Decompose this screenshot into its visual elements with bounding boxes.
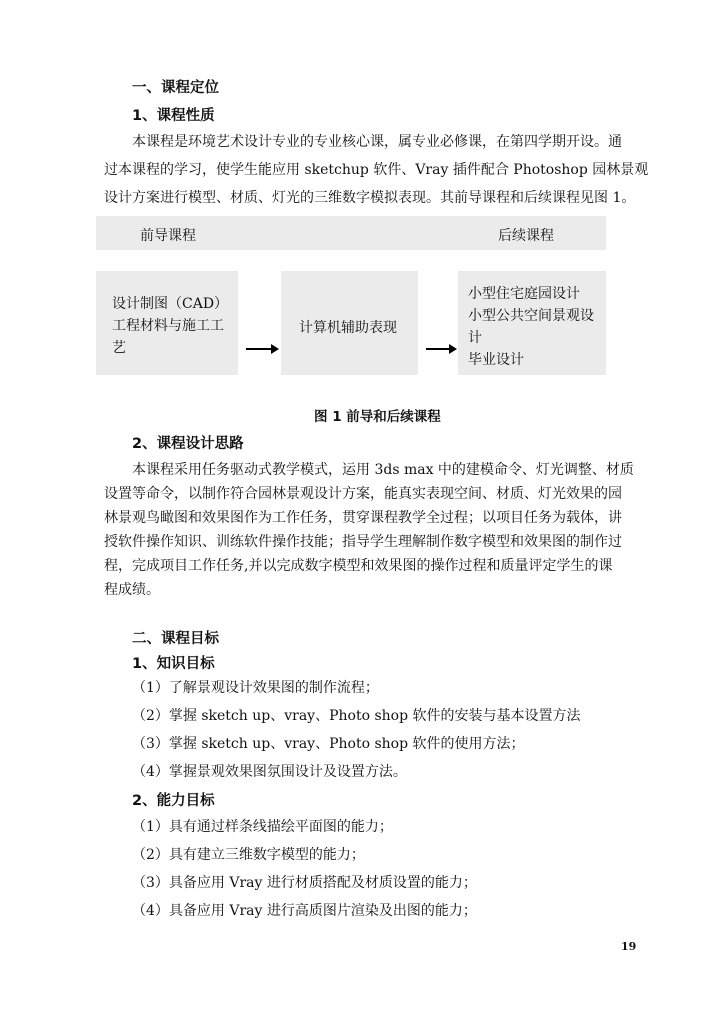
followup-box — [458, 271, 606, 375]
prerequisite-box — [96, 271, 238, 375]
arrow-right-icon — [246, 348, 272, 350]
paragraph-line: 过本课程的学习，使学生能应用 sketchup 软件、Vray 插件配合 Photoshop 园林景观 — [104, 162, 649, 178]
paragraph-line: 授软件操作知识、训练软件操作技能；指导学生理解制作数字模型和效果图的制作过 — [104, 534, 622, 550]
followup-line: 小型住宅庭园设计 — [468, 286, 580, 302]
paragraph-line: 本课程采用任务驱动式教学模式，运用 3ds max 中的建模命令、灯光调整、材质 — [132, 462, 634, 478]
current-course-label: 计算机辅助表现 — [299, 320, 397, 336]
subsection-heading: 1、课程性质 — [132, 108, 215, 124]
list-item: （2）掌握 sketch up、vray、Photo shop 软件的安装与基本设置方法 — [132, 708, 581, 724]
paragraph-line: 本课程是环境艺术设计专业的专业核心课，属专业必修课，在第四学期开设。通 — [132, 134, 622, 150]
prerequisite-line: 工程材料与施工工 — [112, 318, 224, 334]
section-heading: 一、课程定位 — [132, 80, 219, 96]
list-item: （4）掌握景观效果图氛围设计及设置方法。 — [132, 764, 407, 780]
subsection-heading: 2、课程设计思路 — [132, 436, 244, 452]
paragraph-line: 设计方案进行模型、材质、灯光的三维数字模拟表现。其前导课程和后续课程见图 1。 — [104, 190, 636, 206]
section-heading: 二、课程目标 — [132, 631, 219, 647]
figure-caption: 图 1 前导和后续课程 — [314, 409, 441, 425]
paragraph-line: 程成绩。 — [104, 582, 160, 598]
followup-line: 小型公共空间景观设 — [468, 308, 594, 324]
header-followup-label: 后续课程 — [498, 228, 554, 244]
paragraph-line: 设置等命令，以制作符合园林景观设计方案，能真实表现空间、材质、灯光效果的园 — [104, 486, 622, 502]
followup-line: 毕业设计 — [468, 352, 524, 368]
page-number: 19 — [621, 940, 637, 953]
list-item: （1）了解景观设计效果图的制作流程； — [132, 680, 379, 696]
list-item: （3）具备应用 Vray 进行材质搭配及材质设置的能力； — [132, 875, 477, 891]
prerequisite-line: 艺 — [112, 340, 126, 356]
header-prerequisite-label: 前导课程 — [140, 228, 196, 244]
list-item: （3）掌握 sketch up、vray、Photo shop 软件的使用方法； — [132, 736, 525, 752]
current-course-box — [281, 271, 418, 375]
list-item: （1）具有通过样条线描绘平面图的能力； — [132, 819, 393, 835]
paragraph-line: 程，完成项目工作任务,并以完成数字模型和效果图的操作过程和质量评定学生的课 — [104, 558, 613, 574]
subsection-heading: 1、知识目标 — [132, 656, 215, 672]
arrow-right-icon — [426, 348, 450, 350]
followup-line: 计 — [468, 330, 482, 346]
subsection-heading: 2、能力目标 — [132, 793, 215, 809]
prerequisite-line: 设计制图（CAD） — [112, 296, 229, 312]
list-item: （4）具备应用 Vray 进行高质图片渲染及出图的能力； — [132, 903, 477, 919]
paragraph-line: 林景观鸟瞰图和效果图作为工作任务，贯穿课程教学全过程；以项目任务为载体，讲 — [104, 510, 622, 526]
list-item: （2）具有建立三维数字模型的能力； — [132, 847, 365, 863]
